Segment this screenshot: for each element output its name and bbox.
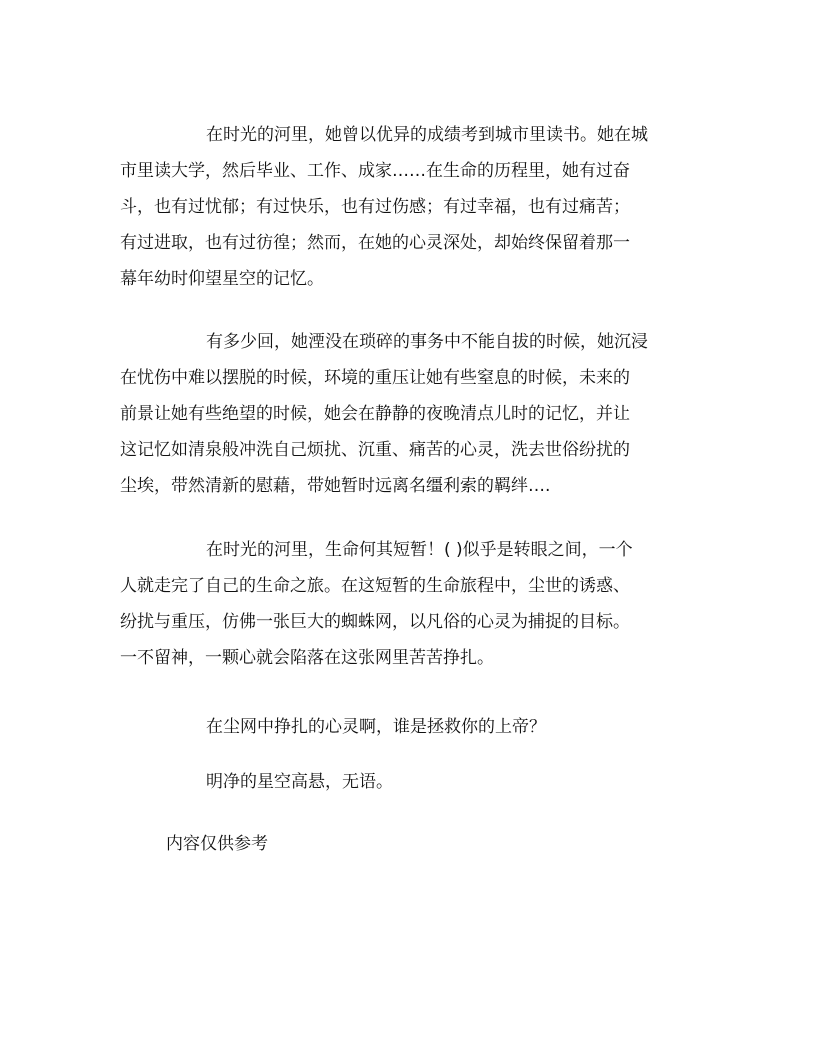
paragraph-line: 前景让她有些绝望的时候，她会在静静的夜晚清点儿时的记忆，并让 [120, 404, 630, 424]
answer-line: 明净的星空高悬，无语。 [206, 772, 393, 792]
paragraph-line: 在时光的河里，生命何其短暂！( )似乎是转眼之间，一个 [206, 540, 633, 560]
paragraph-line: 市里读大学，然后毕业、工作、成家……在生命的历程里，她有过奋 [120, 161, 630, 181]
paragraph-line: 纷扰与重压，仿佛一张巨大的蜘蛛网，以凡俗的心灵为捕捉的目标。 [120, 612, 630, 632]
paragraph-line: 有多少回，她湮没在琐碎的事务中不能自拔的时候，她沉浸 [206, 332, 648, 352]
paragraph-line: 斗，也有过忧郁；有过快乐，也有过伤感；有过幸福，也有过痛苦； [120, 197, 630, 217]
footer-note: 内容仅供参考 [166, 834, 268, 854]
paragraph-line: 人就走完了自己的生命之旅。在这短暂的生命旅程中，尘世的诱惑、 [120, 576, 630, 596]
paragraph-1 [120, 117, 695, 297]
paragraph-line: 尘埃，带然清新的慰藉，带她暂时远离名缰利索的羁绊…. [120, 476, 551, 496]
paragraph-3 [120, 532, 695, 676]
paragraph-line: 幕年幼时仰望星空的记忆。 [120, 269, 324, 289]
question-line: 在尘网中挣扎的心灵啊，谁是拯救你的上帝？ [206, 717, 546, 737]
paragraph-line: 这记忆如清泉般冲洗自己烦扰、沉重、痛苦的心灵，洗去世俗纷扰的 [120, 440, 630, 460]
paragraph-line: 一不留神，一颗心就会陷落在这张网里苦苦挣扎。 [120, 648, 494, 668]
paragraph-line: 在时光的河里，她曾以优异的成绩考到城市里读书。她在城 [206, 125, 648, 145]
paragraph-line: 在忧伤中难以摆脱的时候，环境的重压让她有些窒息的时候，未来的 [120, 368, 630, 388]
paragraph-line: 有过进取，也有过彷徨；然而，在她的心灵深处，却始终保留着那一 [120, 233, 630, 253]
paragraph-2 [120, 324, 695, 504]
